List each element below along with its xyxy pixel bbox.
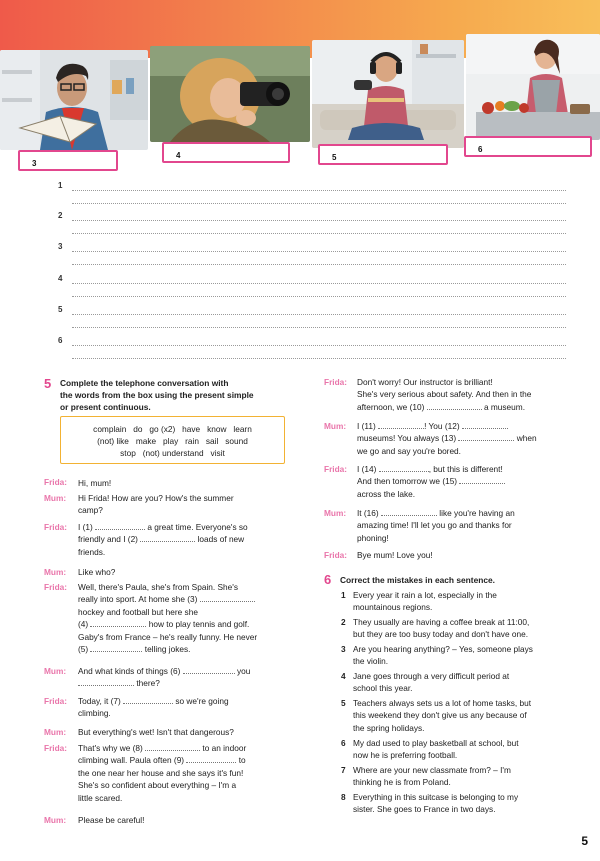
word-box xyxy=(60,416,285,464)
gap-16[interactable] xyxy=(381,508,437,516)
line-text: there? xyxy=(136,678,160,689)
line-text: ! You (12) xyxy=(424,421,460,431)
photo-label-5-text: 5 xyxy=(332,153,337,162)
sentence-number: 4 xyxy=(341,671,346,681)
line-text: how to play tennis and golf. xyxy=(148,619,250,630)
dialogue-line xyxy=(78,695,298,720)
instruction-line: or present continuous. xyxy=(60,402,151,412)
sentence-text: Where are your new classmate from? – I'm xyxy=(353,765,511,775)
dialogue-line xyxy=(78,477,111,489)
sentence-number: 5 xyxy=(341,698,346,708)
speaker-frida: Frida: xyxy=(324,550,348,560)
woman-camera-illustration xyxy=(150,46,310,142)
writing-line-number: 4 xyxy=(58,274,63,283)
answer-line[interactable] xyxy=(72,264,566,265)
dialogue-line xyxy=(78,742,308,804)
answer-line[interactable] xyxy=(72,203,566,204)
answer-line[interactable] xyxy=(72,314,566,315)
sentence-text: My dad used to play basketball at school, but xyxy=(353,738,519,748)
dialogue-line xyxy=(357,549,433,561)
sentence-text: now he is preferring football. xyxy=(353,750,458,761)
line-text: museums! You always (13) xyxy=(357,433,457,444)
line-text: She's so confident about everything – I'm a xyxy=(78,780,237,791)
sentence-text: mountainous regions. xyxy=(353,602,433,613)
writing-line-number: 1 xyxy=(58,181,63,190)
speaker-mum: Mum: xyxy=(44,727,67,737)
line-text: But everything's wet! Isn't that dangerous? xyxy=(78,727,234,737)
line-text: Don't worry! Our instructor is brilliant! xyxy=(357,377,493,387)
word-box-line: complain do go (x2) have know learn xyxy=(93,424,252,434)
sentence-number: 7 xyxy=(341,765,346,775)
gap-13[interactable] xyxy=(458,433,514,441)
sentence-number: 8 xyxy=(341,792,346,802)
photo-label-3 xyxy=(18,150,118,171)
line-text: That's why we (8) xyxy=(78,743,143,753)
line-text: to an indoor xyxy=(202,743,247,753)
answer-line[interactable] xyxy=(72,345,566,346)
instruction-line: Complete the telephone conversation with xyxy=(60,378,229,388)
sentence-8 xyxy=(353,791,593,816)
line-text: (4) xyxy=(78,619,89,630)
line-text: we go and say you're bored. xyxy=(357,445,461,456)
line-text: little scared. xyxy=(78,792,123,803)
photo-woman-camera xyxy=(150,46,310,142)
line-text: friends. xyxy=(78,546,106,557)
speaker-mum: Mum: xyxy=(44,666,67,676)
dialogue-line xyxy=(357,420,587,457)
man-reading-illustration xyxy=(0,50,148,150)
line-text: camp? xyxy=(78,505,103,516)
sentence-text: Everything in this suitcase is belonging to my xyxy=(353,792,519,802)
sentence-number: 1 xyxy=(341,590,346,600)
gap-11[interactable] xyxy=(378,421,424,429)
sentence-text: the violin. xyxy=(353,656,389,667)
answer-line[interactable] xyxy=(72,220,566,221)
line-text: climbing wall. Paula often (9) xyxy=(78,755,185,766)
answer-line[interactable] xyxy=(72,296,566,297)
line-text: climbing. xyxy=(78,708,111,719)
speaker-mum: Mum: xyxy=(324,508,347,518)
photo-label-4 xyxy=(162,142,290,163)
line-text: amazing time! I'll let you go and thanks for xyxy=(357,520,512,531)
photo-man-reading xyxy=(0,50,148,150)
line-text: I (11) xyxy=(357,421,376,431)
line-text: I (1) xyxy=(78,522,93,532)
word-box-line: stop (not) understand visit xyxy=(120,448,225,458)
sentence-7 xyxy=(353,764,593,789)
answer-line[interactable] xyxy=(72,283,566,284)
photo-woman-cooking xyxy=(466,34,600,140)
gap-6-cont[interactable] xyxy=(78,678,134,686)
line-text: when xyxy=(516,433,537,444)
line-text: the one near her house and she says it's fun! xyxy=(78,767,244,778)
line-text: loads of new xyxy=(197,534,245,545)
line-text: Today, it (7) xyxy=(78,696,121,706)
sentence-6 xyxy=(353,737,593,762)
line-text: telling jokes. xyxy=(144,644,191,655)
line-text: a great time. Everyone's so xyxy=(147,522,248,532)
writing-line-number: 2 xyxy=(58,211,63,220)
sentence-text: sister. She goes to France in two days. xyxy=(353,804,496,815)
line-text: Well, there's Paula, she's from Spain. She's xyxy=(78,582,239,592)
answer-line[interactable] xyxy=(72,358,566,359)
speaker-mum: Mum: xyxy=(44,815,67,825)
gap-15[interactable] xyxy=(459,476,505,484)
gap-6[interactable] xyxy=(183,666,235,674)
dialogue-line xyxy=(78,814,144,826)
photo-label-5 xyxy=(318,144,448,165)
line-text: across the lake. xyxy=(357,488,416,499)
gap-8[interactable] xyxy=(145,743,200,751)
dialogue-line xyxy=(78,521,298,558)
photo-label-6 xyxy=(464,136,592,157)
answer-line[interactable] xyxy=(72,233,566,234)
speaker-frida: Frida: xyxy=(44,477,68,487)
sentence-2 xyxy=(353,616,598,641)
sentence-text: Jane goes through a very difficult period at xyxy=(353,671,510,681)
writing-line-number: 3 xyxy=(58,242,63,251)
exercise-6-number: 6 xyxy=(324,572,332,587)
exercise-5-instruction xyxy=(60,377,300,413)
dialogue-line xyxy=(78,492,298,517)
sentence-text: thinking he is from Poland. xyxy=(353,777,451,788)
line-text: It (16) xyxy=(357,508,379,518)
line-text: (5) xyxy=(78,644,89,655)
gap-9[interactable] xyxy=(186,755,236,763)
speaker-frida: Frida: xyxy=(324,464,348,474)
sentence-text: Teachers always sets us a lot of home tasks, but xyxy=(353,698,532,708)
line-text: Bye mum! Love you! xyxy=(357,550,433,560)
sentence-text: Are you hearing anything? – Yes, someone plays xyxy=(353,644,533,654)
line-text: to xyxy=(238,755,246,766)
dialogue-line xyxy=(78,726,234,738)
line-text: And then tomorrow we (15) xyxy=(357,476,458,487)
sentence-text: school this year. xyxy=(353,683,413,694)
woman-cooking-illustration xyxy=(466,34,600,140)
gap-5[interactable] xyxy=(90,644,142,652)
dialogue-line xyxy=(357,507,587,544)
photo-label-6-text: 6 xyxy=(478,145,483,154)
line-text: Like who? xyxy=(78,567,116,577)
line-text: friendly and I (2) xyxy=(78,534,138,545)
line-text: so we're going xyxy=(175,696,229,706)
sentence-4 xyxy=(353,670,593,695)
line-text: hockey and football but here she xyxy=(78,606,198,617)
writing-line-number: 6 xyxy=(58,336,63,345)
instruction-line: the words from the box using the present simple xyxy=(60,390,254,400)
line-text: , but this is different! xyxy=(428,464,503,474)
word-box-line: (not) like make play rain sail sound xyxy=(97,436,248,446)
speaker-frida: Frida: xyxy=(44,743,68,753)
line-text: Hi, mum! xyxy=(78,478,112,488)
sentence-text: but they are too busy today and don't have one. xyxy=(353,629,529,640)
speaker-frida: Frida: xyxy=(44,522,68,532)
gap-12[interactable] xyxy=(462,421,508,429)
dialogue-line xyxy=(78,665,298,690)
line-text: really into sport. At home she (3) xyxy=(78,594,198,605)
gap-7[interactable] xyxy=(123,696,173,704)
exercise-6-instruction: Correct the mistakes in each sentence. xyxy=(340,575,496,585)
gap-14[interactable] xyxy=(379,464,429,472)
answer-line[interactable] xyxy=(72,327,566,328)
line-text: I (14) xyxy=(357,464,377,474)
photo-label-3-text: 3 xyxy=(32,159,37,168)
sentence-number: 6 xyxy=(341,738,346,748)
line-text: Hi Frida! How are you? How's the summer xyxy=(78,493,234,503)
speaker-mum: Mum: xyxy=(324,421,347,431)
dialogue-line xyxy=(78,581,308,655)
speaker-frida: Frida: xyxy=(44,582,68,592)
sentence-5 xyxy=(353,697,593,734)
answer-line[interactable] xyxy=(72,251,566,252)
dialogue-line xyxy=(357,463,587,500)
dialogue-line xyxy=(78,566,115,578)
speaker-frida: Frida: xyxy=(324,377,348,387)
line-text: And what kinds of things (6) xyxy=(78,666,181,676)
line-text: afternoon, we (10) xyxy=(357,401,425,412)
answer-line[interactable] xyxy=(72,190,566,191)
photo-boy-gaming xyxy=(312,40,464,148)
sentence-text: the spring holidays. xyxy=(353,722,425,733)
line-text: She's very serious about safety. And then in the xyxy=(357,389,532,400)
gap-4[interactable] xyxy=(90,619,146,627)
line-text: a museum. xyxy=(483,401,526,412)
line-text: Please be careful! xyxy=(78,815,145,825)
photo-label-4-text: 4 xyxy=(176,151,181,160)
gap-3[interactable] xyxy=(200,594,255,602)
speaker-frida: Frida: xyxy=(44,696,68,706)
gap-10[interactable] xyxy=(427,402,482,410)
sentence-number: 3 xyxy=(341,644,346,654)
gap-2[interactable] xyxy=(140,534,195,542)
line-text: phoning! xyxy=(357,532,389,543)
sentence-number: 2 xyxy=(341,617,346,627)
speaker-mum: Mum: xyxy=(44,567,67,577)
speaker-mum: Mum: xyxy=(44,493,67,503)
writing-line-number: 5 xyxy=(58,305,63,314)
sentence-3 xyxy=(353,643,593,668)
sentence-text: this weekend they don't give us any because of xyxy=(353,710,527,721)
exercise-5-number: 5 xyxy=(44,376,52,391)
gap-1[interactable] xyxy=(95,522,145,530)
dialogue-line xyxy=(357,376,587,413)
line-text: you xyxy=(237,666,251,676)
boy-gaming-illustration xyxy=(312,40,464,148)
sentence-1 xyxy=(353,589,593,614)
sentence-text: Every year it rain a lot, especially in the xyxy=(353,590,497,600)
line-text: like you're having an xyxy=(439,508,515,518)
line-text: Gaby's from France – he's really funny. He never xyxy=(78,631,258,642)
page-number: 5 xyxy=(581,834,588,848)
sentence-text: They usually are having a coffee break at 11:00, xyxy=(353,617,530,627)
